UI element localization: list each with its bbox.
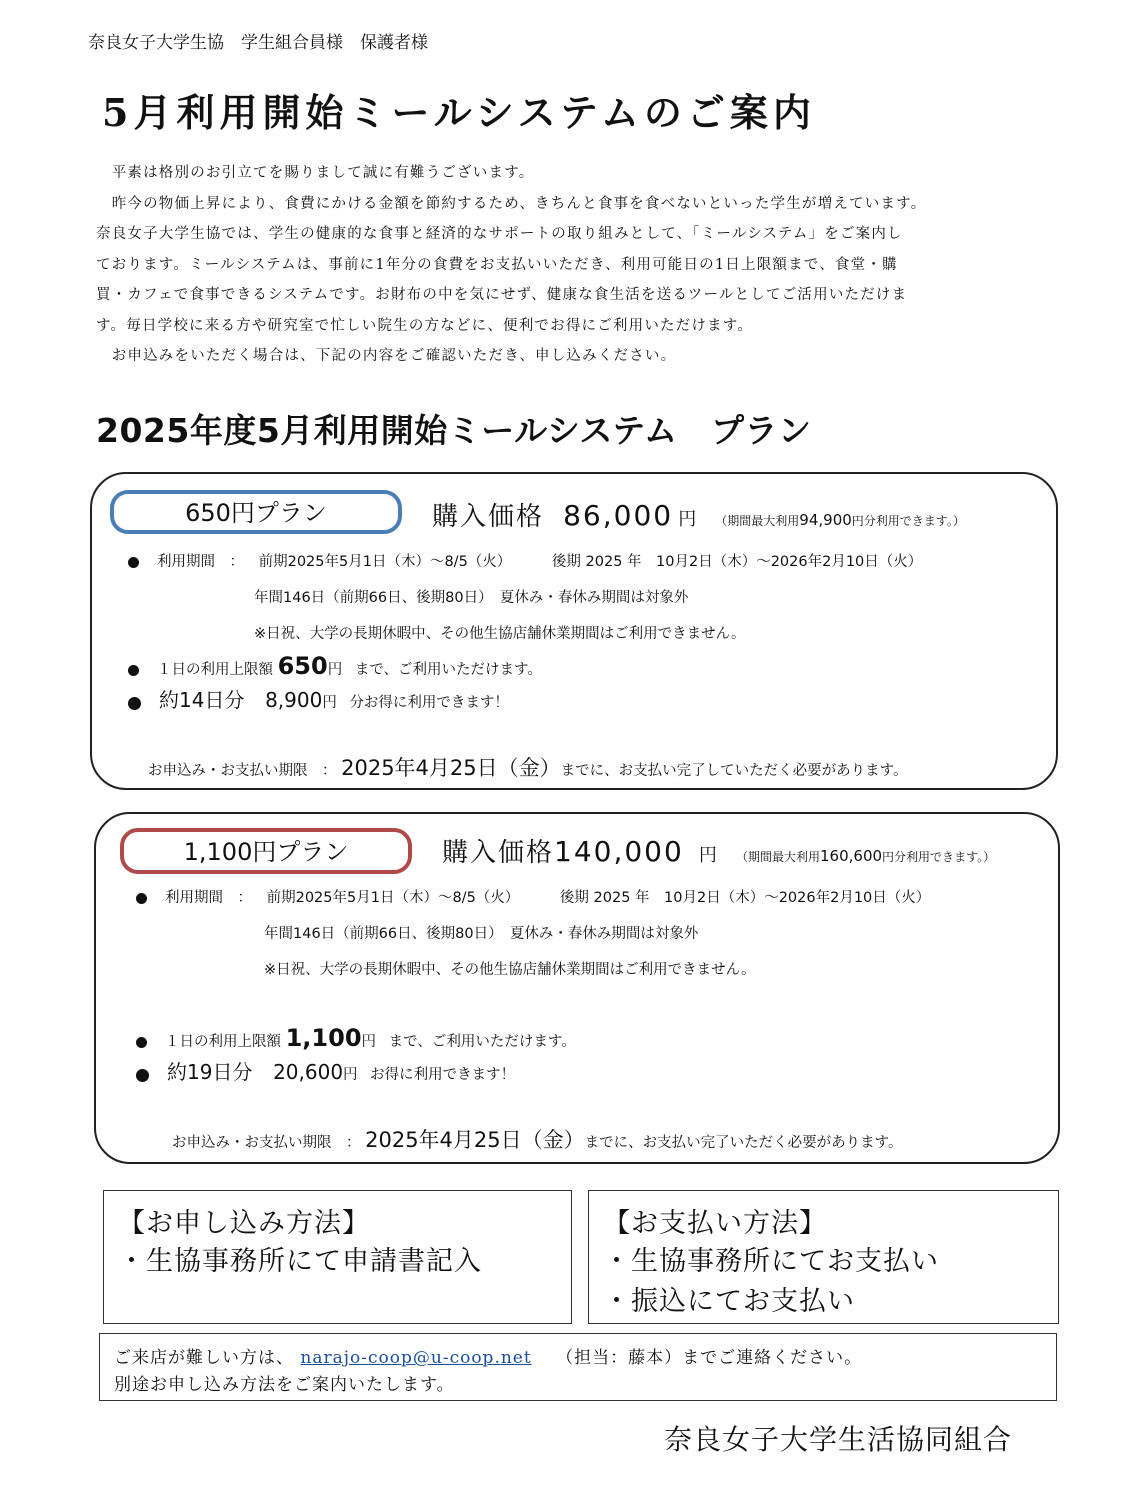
payment-item: ・振込にてお支払い [603,1286,855,1317]
plan-name-badge: 650円プラン [110,490,402,534]
intro-line: 昨今の物価上昇により、食費にかける金額を節約するため、きちんと食事を食べないといった学生が増えています。 [96,195,927,212]
period-label: 利用期間 ： [157,554,244,570]
savings-value: 8,900 [265,688,323,712]
savings-post: お得に利用できます！ [370,1067,516,1083]
page-title: 5月利用開始ミールシステムのご案内 [102,90,816,135]
days-row: 年間146日（前期66日、後期80日） 夏休み・春休み期間は対象外 [264,926,699,942]
contact-post: （担当：藤本）までご連絡ください。 [556,1348,863,1368]
bullet-icon [128,665,139,676]
price-yen: 円 [698,845,717,866]
deadline-label: お申込み・お支払い期限 ： [148,763,337,779]
intro-line: す。毎日学校に来る方や研究室で忙しい院生の方などに、便利でお得にご利用いただけます。 [96,317,754,334]
deadline-post: までに、お支払い完了いただく必要があります。 [584,1135,903,1151]
savings-days: 約19日分 [167,1060,253,1084]
organization-name: 奈良女子大学生活協同組合 [664,1423,1013,1456]
apply-item: ・生協事務所にて申請書記入 [118,1246,482,1277]
bullet-icon [136,1069,149,1082]
price-label: 購入価格 [432,502,545,532]
limit-yen: 円 [327,662,343,678]
payment-item: ・生協事務所にてお支払い [603,1246,939,1277]
period-row [128,550,922,571]
max-note-pre: （期間最大利用 [715,514,800,528]
limit-pre: １日の利用上限額 [157,662,273,678]
price-value: 140,000 [554,835,684,868]
limit-row [136,1024,576,1052]
bullet-icon [128,697,141,710]
contact-pre: ご来店が難しい方は、 [114,1348,294,1368]
limit-value: 1,100 [285,1024,362,1052]
period-second: 後期 2025 年 10月2日（木）～2026年2月10日（火） [551,554,923,570]
deadline-label: お申込み・お支払い期限 ： [172,1135,361,1151]
plan-name-badge: 1,100円プラン [120,828,412,874]
contact-box [99,1333,1057,1401]
period-first: 前期2025年5月1日（木）～8/5（火） [266,890,520,906]
contact-line-1 [114,1343,862,1368]
intro-line: 奈良女子大学生協では、学生の健康的な食事と経済的なサポートの取り組みとして、「ミールシステム」をご案内し [96,226,903,242]
contact-line-2: 別途お申し込み方法をご案内いたします。 [114,1375,455,1395]
limit-yen: 円 [361,1034,377,1050]
exclusion-row: ※日祝、大学の長期休暇中、その他生協店舗休業期間はご利用できません。 [264,962,756,978]
bullet-icon [128,557,139,568]
exclusion-row: ※日祝、大学の長期休暇中、その他生協店舗休業期間はご利用できません。 [254,626,746,642]
limit-row [128,652,542,680]
bullet-icon [136,1037,147,1048]
price-line [432,496,965,533]
deadline-post: までに、お支払い完了していただく必要があります。 [560,763,908,779]
max-note-post: 円分利用できます。） [882,850,996,864]
plan-1100-box [94,812,1060,1164]
payment-method-box [588,1190,1059,1324]
intro-text [96,158,1041,372]
price-label: 購入価格 [442,838,555,868]
deadline-date: 2025年4月25日（金） [365,1128,585,1152]
savings-yen: 円 [343,1067,358,1083]
deadline-row [172,1124,902,1154]
period-label: 利用期間 ： [165,890,252,906]
intro-line: ております。ミールシステムは、事前に1年分の食費をお支払いいただき、利用可能日の1日上限額まで、食堂・購 [96,256,898,273]
addressee: 奈良女子大学生協 学生組合員様 保護者様 [88,33,428,53]
price-yen: 円 [678,509,697,530]
max-value: 160,600 [820,847,883,865]
price-line [442,832,995,869]
savings-row [136,1056,515,1085]
intro-line: 平素は格別のお引立てを賜りまして誠に有難うございます。 [96,165,535,181]
bullet-icon [136,893,147,904]
apply-method-box [103,1190,572,1324]
max-note-post: 円分利用できます。） [851,514,965,528]
days-row: 年間146日（前期66日、後期80日） 夏休み・春休み期間は対象外 [254,590,689,606]
limit-post: まで、ご利用いただけます。 [354,662,542,678]
deadline-date: 2025年4月25日（金） [341,756,561,780]
period-row [136,886,930,907]
limit-pre: １日の利用上限額 [165,1034,281,1050]
period-first: 前期2025年5月1日（木）～8/5（火） [258,554,512,570]
price-value: 86,000 [563,499,674,532]
savings-yen: 円 [322,695,337,711]
contact-email-link[interactable]: narajo-coop@u-coop.net [300,1348,532,1368]
limit-value: 650 [277,652,328,680]
savings-post: 分お得に利用できます！ [349,695,509,711]
apply-title: 【お申し込み方法】 [118,1208,370,1239]
intro-line: お申込みをいただく場合は、下記の内容をご確認いただき、申し込みください。 [96,348,677,364]
savings-days: 約14日分 [159,688,245,712]
max-value: 94,900 [799,511,852,529]
deadline-row [148,752,907,782]
limit-post: まで、ご利用いただけます。 [388,1034,576,1050]
max-note-pre: （期間最大利用 [736,850,821,864]
intro-line: 買・カフェで食事できるシステムです。お財布の中を気にせず、健康な食生活を送るツールとしてご活用いただけま [96,287,908,303]
savings-value: 20,600 [273,1060,344,1084]
plan-650-box [90,472,1058,790]
plan-heading: 2025年度5月利用開始ミールシステム プラン [96,411,812,450]
savings-row [128,684,509,713]
payment-title: 【お支払い方法】 [603,1208,827,1239]
period-second: 後期 2025 年 10月2日（木）～2026年2月10日（火） [559,890,931,906]
